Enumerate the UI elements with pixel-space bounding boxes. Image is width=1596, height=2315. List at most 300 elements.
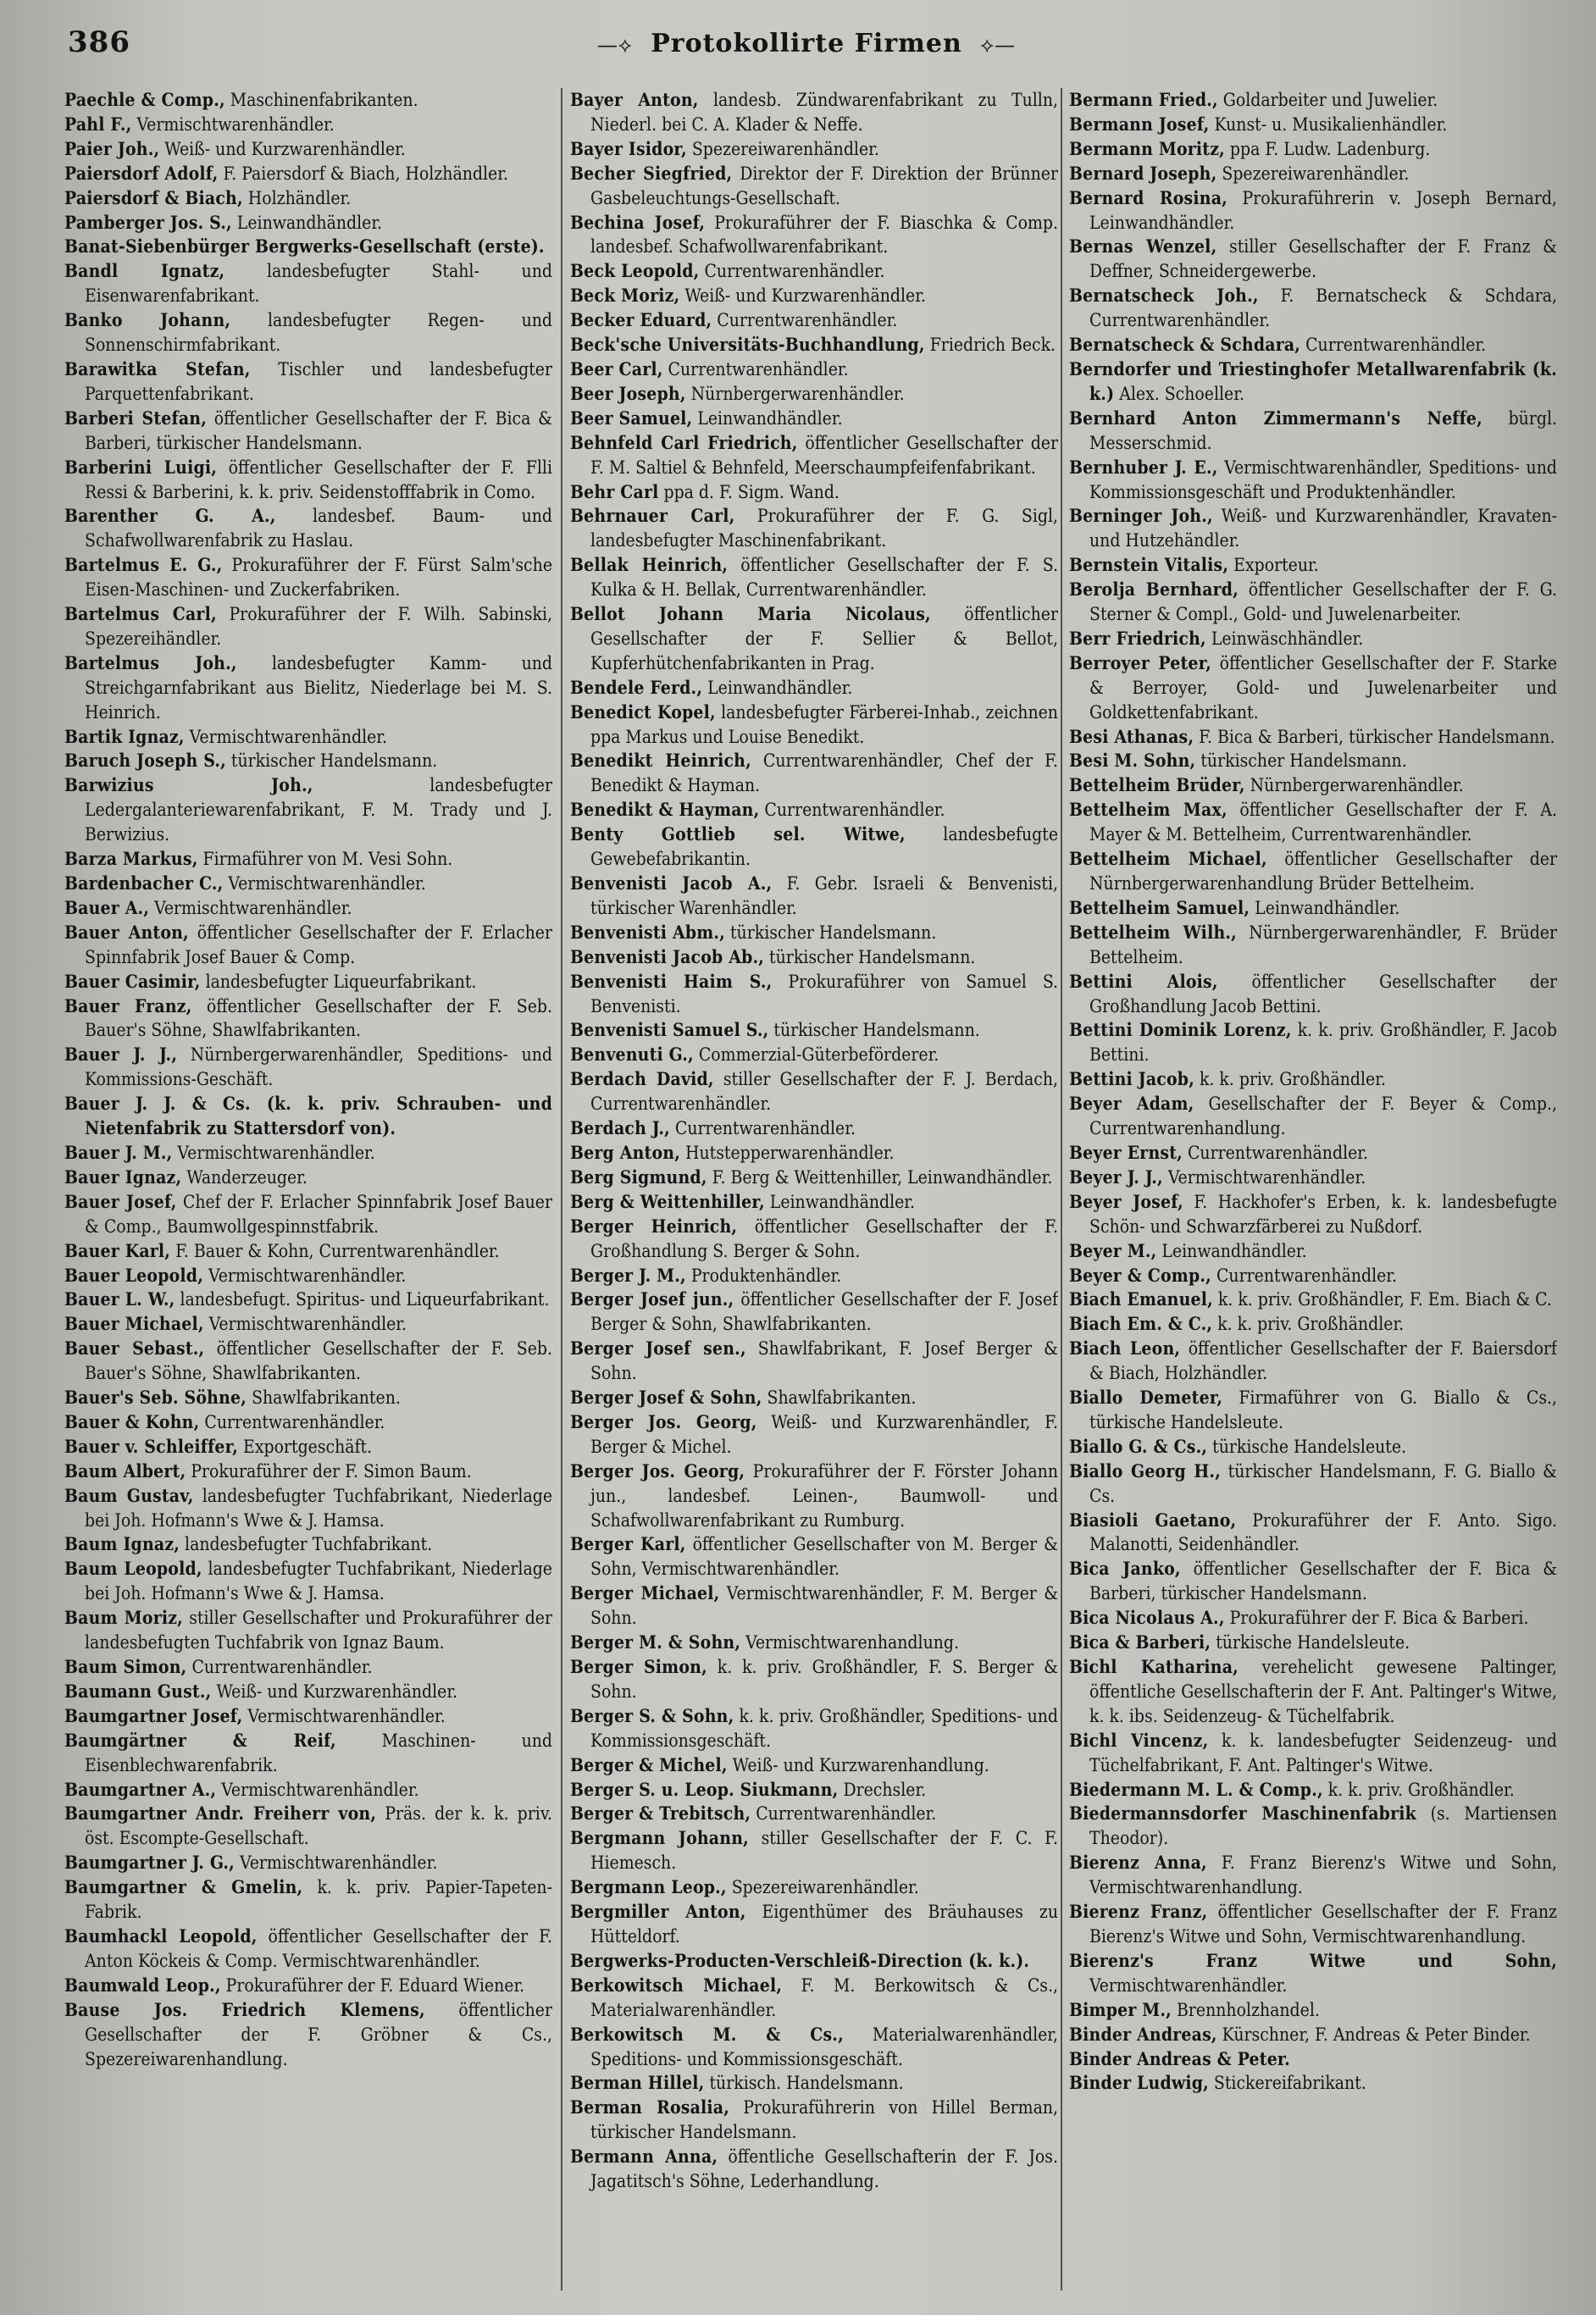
entry-description: Kürschner, F. Andreas & Peter Binder. — [1222, 2024, 1531, 2045]
directory-entry — [1069, 1459, 1557, 1509]
directory-entry — [570, 2071, 1058, 2096]
directory-entry — [1069, 651, 1557, 725]
entry-name: Bettelheim Brüder, — [1069, 774, 1245, 796]
directory-entry — [64, 1778, 552, 1803]
entry-name: Biasioli Gaetano, — [1069, 1509, 1237, 1531]
entry-name: Bauer Anton, — [64, 921, 189, 943]
entry-description: öffentliche Gesellschafterin der F. Jos. Jagatitsch's Söhne, Lederhandlung. — [590, 2146, 1058, 2192]
entry-description: Exporteur. — [1233, 555, 1319, 576]
directory-entry — [64, 1239, 552, 1264]
entry-description: Hutstepperwarenhändler. — [684, 1142, 895, 1163]
entry-name: Berman Rosalia, — [570, 2096, 730, 2118]
entry-description: Currentwarenhändler. — [717, 310, 898, 331]
entry-name: Beyer J. J., — [1069, 1166, 1163, 1188]
entry-name: Bernard Joseph, — [1069, 162, 1217, 184]
entry-description: Leinwandhändler. — [1161, 1240, 1307, 1261]
entry-name: Becher Siegfried, — [570, 162, 733, 184]
directory-entry — [570, 1826, 1058, 1875]
entry-name: Berger S. u. Leop. Siukmann, — [570, 1778, 839, 1800]
directory-entry — [570, 211, 1058, 260]
entry-name: Berg Anton, — [570, 1141, 680, 1163]
entry-name: Beyer Adam, — [1069, 1093, 1194, 1115]
entry-description: öffentlicher Gesellschafter der F. Franz Bierenz's Witwe und Sohn, Vermischtwarenhandlung. — [1089, 1902, 1557, 1947]
directory-entry — [1069, 407, 1557, 456]
entry-name: Bartelmus Carl, — [64, 603, 217, 625]
entry-name: Bauer A., — [64, 896, 150, 918]
entry-name: Bartik Ignaz, — [64, 725, 185, 747]
directory-entry — [64, 1386, 552, 1410]
entry-name: Bauer v. Schleiffer, — [64, 1435, 239, 1457]
directory-entry — [1069, 773, 1557, 798]
entry-name: Bendele Ferd., — [570, 676, 703, 698]
directory-entry — [64, 1312, 552, 1337]
entry-name: Berger J. M., — [570, 1264, 686, 1286]
entry-description: landesbefugte Gewebefabrikantin. — [590, 824, 1058, 870]
directory-entry — [64, 651, 552, 725]
directory-entry — [1069, 749, 1557, 773]
entry-description: Kunst- u. Musikalienhändler. — [1214, 114, 1448, 135]
entry-name: Bierenz's Franz Witwe und Sohn, — [1069, 1949, 1557, 1971]
directory-entry — [64, 186, 552, 211]
entry-description: türkische Handelsleute. — [1212, 1436, 1407, 1457]
entry-description: stiller Gesellschafter der F. C. F. Hiemesch. — [590, 1828, 1058, 1874]
entry-name: Barawitka Stefan, — [64, 357, 251, 379]
directory-entry — [64, 1190, 552, 1239]
entry-name: Bayer Anton, — [570, 89, 699, 110]
column-1 — [64, 88, 552, 2290]
entry-name: Baumgartner & Gmelin, — [64, 1876, 303, 1898]
entry-name: Berkowitsch Michael, — [570, 1974, 783, 1996]
directory-entry — [1069, 113, 1557, 137]
entry-description: k. k. priv. Großhändler. — [1217, 1314, 1405, 1335]
directory-entry — [64, 896, 552, 921]
entry-description: landesbefugter Tuchfabrikant, Niederlage bei Joh. Hofmann's Wwe & J. Hamsa. — [85, 1559, 552, 1604]
directory-entry — [64, 1264, 552, 1288]
entry-name: Baum Gustav, — [64, 1484, 194, 1506]
directory-entry — [64, 1288, 552, 1312]
directory-entry — [570, 798, 1058, 822]
directory-entry — [570, 921, 1058, 945]
entry-description: Vermischtwarenhändler. — [136, 114, 335, 135]
entry-name: Bartelmus Joh., — [64, 651, 237, 673]
directory-entry — [570, 137, 1058, 162]
directory-entry — [1069, 1312, 1557, 1337]
directory-entry — [1069, 1141, 1557, 1166]
directory-entry — [64, 88, 552, 113]
entry-name: Paechle & Comp., — [64, 89, 225, 110]
directory-entry — [570, 1018, 1058, 1043]
directory-entry — [1069, 1655, 1557, 1729]
entry-description: Holzhändler. — [247, 187, 352, 208]
directory-entry — [570, 945, 1058, 970]
page-number: 386 — [68, 25, 130, 59]
entry-description: öffentlicher Gesellschafter der F. Anton Köckeis & Comp. Vermischtwarenhändler. — [85, 1925, 552, 1971]
entry-description: Stickereifabrikant. — [1213, 2073, 1366, 2094]
directory-entry — [570, 431, 1058, 480]
entry-name: Berger Josef sen., — [570, 1337, 746, 1360]
directory-entry — [570, 284, 1058, 308]
entry-name: Bermann Moritz, — [1069, 137, 1225, 159]
directory-entry — [570, 1190, 1058, 1215]
directory-entry — [1069, 1435, 1557, 1459]
running-title-text: Protokollirte Firmen — [651, 29, 962, 58]
entry-name: Benty Gottlieb sel. Witwe, — [570, 823, 906, 845]
entry-description: landesbefugter Kamm- und Streichgarnfabrikant aus Bielitz, Niederlage bei M. S. Heinrich. — [85, 652, 552, 723]
entry-name: Biach Leon, — [1069, 1337, 1181, 1360]
directory-entry — [1069, 553, 1557, 578]
entry-description: stiller Gesellschafter der F. J. Berdach, Currentwarenhändler. — [590, 1069, 1058, 1115]
entry-description: F. Bernatscheck & Schdara, Currentwarenhändler. — [1089, 285, 1557, 331]
entry-name: Bernhuber J. E., — [1069, 456, 1218, 478]
entry-name: Bermann Josef, — [1069, 113, 1210, 135]
entry-description: Prokuraführer der F. G. Sigl, landesbefugter Maschinenfabrikant. — [590, 506, 1058, 551]
entry-name: Berger & Trebitsch, — [570, 1803, 751, 1825]
entry-description: Nürnbergerwarenhändler. — [1250, 775, 1464, 796]
entry-description: Leinwandhändler. — [697, 407, 843, 429]
entry-description: Prokuraführerin von Hillel Berman, türkischer Handelsmann. — [590, 2097, 1058, 2143]
directory-entry — [570, 333, 1058, 357]
entry-description: k. k. priv. Großhändler. — [1199, 1069, 1386, 1090]
directory-entry — [1069, 2047, 1557, 2072]
directory-entry — [1069, 1018, 1557, 1067]
entry-name: Baumgartner A., — [64, 1778, 217, 1800]
entry-description: Materialwarenhändler, Speditions- und Kommissionsgeschäft. — [590, 2024, 1058, 2069]
entry-name: Berger Michael, — [570, 1582, 720, 1604]
directory-entry — [64, 357, 552, 407]
entry-name: Banko Johann, — [64, 309, 231, 331]
entry-name: Bettelheim Michael, — [1069, 848, 1267, 870]
directory-entry — [570, 1337, 1058, 1386]
entry-name: Bartelmus E. G., — [64, 554, 223, 576]
directory-entry — [64, 1435, 552, 1459]
entry-description: öffentlicher Gesellschafter der F. A. Mayer & M. Bettelheim, Currentwarenhändler. — [1089, 800, 1557, 845]
directory-entry — [1069, 284, 1557, 333]
directory-entry — [570, 308, 1058, 333]
entry-description: Currentwarenhändler. — [191, 1657, 373, 1677]
directory-entry — [64, 847, 552, 872]
entry-description: öffentlicher Gesellschafter der F. Erlacher Spinnfabrik Josef Bauer & Comp. — [85, 922, 552, 967]
entry-description: Maschinen- und Eisenblechwarenfabrik. — [85, 1730, 552, 1775]
directory-entry — [1069, 2071, 1557, 2096]
entry-description: Currentwarenhändler. — [674, 1118, 856, 1139]
entry-name: Bauer L. W., — [64, 1288, 175, 1310]
entry-name: Bellak Heinrich, — [570, 554, 729, 576]
directory-entry — [1069, 1729, 1557, 1778]
entry-name: Bettini Alois, — [1069, 970, 1218, 992]
directory-entry — [64, 162, 552, 186]
entry-name: Bermann Fried., — [1069, 89, 1218, 110]
entry-description: F. Paiersdorf & Biach, Holzhändler. — [223, 163, 508, 184]
directory-entry — [64, 211, 552, 235]
directory-entry — [1069, 235, 1557, 284]
directory-entry — [570, 676, 1058, 701]
directory-entry — [1069, 1067, 1557, 1092]
directory-entry — [570, 357, 1058, 382]
entry-name: Bauer Franz, — [64, 994, 192, 1016]
directory-entry — [64, 921, 552, 970]
directory-entry — [570, 88, 1058, 137]
directory-entry — [64, 407, 552, 456]
directory-entry — [64, 970, 552, 994]
entry-name: Bauer Michael, — [64, 1313, 204, 1335]
entry-name: Beer Carl, — [570, 357, 663, 379]
running-title — [68, 29, 1545, 58]
entry-description: Firmaführer von G. Biallo & Cs., türkische Handelsleute. — [1089, 1387, 1557, 1432]
directory-entry — [64, 1484, 552, 1533]
directory-entry — [64, 553, 552, 602]
entry-description: Vermischtwarenhändler. — [189, 726, 388, 747]
entry-description: türkischer Handelsmann. — [1200, 750, 1407, 772]
entry-name: Pahl F., — [64, 113, 132, 135]
entry-description: öffentlicher Gesellschafter der F. Flli Ressi & Barberini, k. k. priv. Seidenstofffabrik in Como. — [85, 457, 552, 502]
entry-name: Bermann Anna, — [570, 2146, 718, 2168]
entry-name: Bernhard Anton Zimmermann's Neffe, — [1069, 407, 1482, 429]
directory-entry — [570, 1386, 1058, 1410]
entry-name: Berman Hillel, — [570, 2072, 705, 2094]
directory-entry — [64, 994, 552, 1044]
entry-description: Goldarbeiter und Juwelier. — [1222, 90, 1438, 110]
entry-description: Currentwarenhändler. — [1187, 1142, 1369, 1163]
entry-name: Bauer J. J. & Cs. (k. k. priv. Schrauben- und Nietenfabrik zu Stattersdorf von). — [64, 1093, 552, 1139]
directory-entry — [570, 553, 1058, 602]
directory-entry — [1069, 1092, 1557, 1141]
directory-entry — [570, 382, 1058, 407]
entry-description: Currentwarenhändler. — [704, 261, 885, 282]
entry-name: Bauer & Kohn, — [64, 1410, 200, 1432]
directory-entry — [64, 1459, 552, 1484]
entry-description: Nürnbergerwarenhändler, F. Brüder Bettelheim. — [1089, 922, 1557, 967]
entry-name: Berkowitsch M. & Cs., — [570, 2023, 844, 2045]
entry-name: Bernas Wenzel, — [1069, 235, 1217, 258]
entry-name: Berndorfer und Triestinghofer Metallwarenfabrik (k. k.) — [1069, 357, 1557, 404]
entry-name: Berr Friedrich, — [1069, 627, 1206, 649]
directory-entry — [64, 1092, 552, 1141]
directory-entry — [1069, 1631, 1557, 1655]
entry-description: Drechsler. — [843, 1779, 927, 1800]
entry-description: Currentwarenhändler. — [1305, 335, 1487, 356]
entry-name: Berninger Joh., — [1069, 505, 1213, 527]
entry-name: Bierenz Anna, — [1069, 1852, 1207, 1874]
directory-entry — [64, 259, 552, 308]
directory-entry — [570, 259, 1058, 284]
entry-description: öffentlicher Gesellschafter der F. Seb. Bauer's Söhne, Shawlfabrikanten. — [85, 1338, 552, 1384]
entry-name: Bernatscheck Joh., — [1069, 285, 1259, 307]
entry-name: Berolja Bernhard, — [1069, 579, 1239, 601]
directory-entry — [1069, 88, 1557, 113]
entry-description: öffentlicher Gesellschafter der F. Baiersdorf & Biach, Holzhändler. — [1089, 1338, 1557, 1384]
entry-name: Berroyer Peter, — [1069, 651, 1212, 673]
directory-entry — [64, 1729, 552, 1778]
entry-name: Benvenisti Abm., — [570, 921, 725, 943]
entry-description: Leinwandhändler. — [707, 677, 853, 698]
directory-entry — [570, 1116, 1058, 1141]
entry-description: F. Bica & Barberi, türkischer Handelsmann. — [1199, 726, 1555, 747]
entry-description: verehelicht gewesene Paltinger, öffentliche Gesellschafterin der F. Ant. Paltinger's Witwe, k. k. ibs. Seidenzeug- & Tüchelfabrik. — [1089, 1657, 1557, 1726]
entry-name: Bettelheim Samuel, — [1069, 896, 1250, 918]
entry-name: Behrnauer Carl, — [570, 505, 735, 527]
directory-entry — [64, 1655, 552, 1680]
entry-description: F. Gebr. Israeli & Benvenisti, türkischer Warenhändler. — [590, 873, 1058, 918]
entry-name: Baum Ignaz, — [64, 1533, 180, 1555]
directory-entry — [1069, 847, 1557, 896]
directory-entry — [570, 1802, 1058, 1826]
entry-name: Bernard Rosina, — [1069, 186, 1227, 208]
directory-entry — [1069, 1166, 1557, 1190]
entry-name: Biallo Georg H., — [1069, 1459, 1221, 1481]
directory-entry — [570, 1631, 1058, 1655]
directory-entry — [1069, 1288, 1557, 1312]
entry-name: Berger Simon, — [570, 1656, 707, 1677]
directory-entry — [570, 1410, 1058, 1459]
entry-name: Berg Sigmund, — [570, 1166, 707, 1188]
entry-name: Biallo G. & Cs., — [1069, 1435, 1208, 1457]
entry-name: Becker Eduard, — [570, 309, 712, 331]
entry-name: Beck Moriz, — [570, 285, 680, 307]
entry-name: Benedikt Heinrich, — [570, 750, 751, 772]
entry-name: Berger Josef jun., — [570, 1288, 734, 1310]
directory-entry — [570, 872, 1058, 921]
entry-description: Vermischtwarenhandlung. — [745, 1632, 959, 1653]
directory-entry — [64, 1704, 552, 1729]
entry-description: landesbefugter Regen- und Sonnenschirmfabrikant. — [85, 310, 552, 356]
directory-entry — [570, 1067, 1058, 1116]
directory-entry — [64, 504, 552, 553]
directory-entry — [1069, 456, 1557, 505]
entry-name: Berger Heinrich, — [570, 1215, 738, 1237]
directory-entry — [570, 970, 1058, 1019]
directory-entry — [1069, 896, 1557, 921]
directory-entry — [570, 162, 1058, 211]
directory-entry — [570, 1459, 1058, 1533]
directory-entry — [64, 1337, 552, 1386]
entry-name: Baum Albert, — [64, 1459, 186, 1481]
entry-name: Paiersdorf Adolf, — [64, 162, 219, 184]
entry-description: Prokuraführer der F. Fürst Salm'sche Eisen-Maschinen- und Zuckerfabriken. — [85, 555, 552, 601]
entry-description: k. k. priv. Papier-Tapeten-Fabrik. — [85, 1877, 552, 1923]
entry-description: Weiß- und Kurzwarenhändler. — [684, 285, 926, 307]
entry-description: öffentlicher Gesellschafter der F. Großhandlung S. Berger & Sohn. — [590, 1216, 1058, 1261]
entry-name: Beyer & Comp., — [1069, 1264, 1211, 1286]
entry-description: k. k. landesbefugter Seidenzeug- und Tüchelfabrikant, F. Ant. Paltinger's Witwe. — [1089, 1730, 1557, 1775]
entry-description: Spezereiwarenhändler. — [731, 1877, 919, 1898]
entry-name: Benvenisti Samuel S., — [570, 1019, 769, 1041]
entry-description: Prokuraführer der F. Wilh. Sabinski, Spezereihändler. — [85, 604, 552, 649]
entry-name: Bauer Josef, — [64, 1190, 177, 1212]
entry-description: Prokuraführer der F. Bica & Barberi. — [1229, 1608, 1529, 1629]
entry-description: Vermischtwarenhändler. — [1089, 1974, 1288, 1996]
entry-name: Bergmann Johann, — [570, 1827, 749, 1849]
entry-name: Bierenz Franz, — [1069, 1901, 1208, 1923]
entry-name: Berger S. & Sohn, — [570, 1704, 734, 1726]
entry-description: öffentlicher Gesellschafter der F. Starke & Berroyer, Gold- und Juwelenarbeiter und Goldkettenfabrikant. — [1089, 652, 1557, 723]
entry-name: Benedict Kopel, — [570, 701, 716, 723]
entry-name: Beck'sche Universitäts-Buchhandlung, — [570, 334, 925, 356]
entry-description: Tischler und landesbefugter Parquettenfabrikant. — [85, 358, 552, 404]
entry-description: Nürnbergerwarenhändler, Speditions- und Kommissions-Geschäft. — [85, 1044, 552, 1090]
entry-name: Benvenisti Jacob Ab., — [570, 945, 765, 967]
entry-description: Prokuraführer der F. Anto. Sigo. Malanotti, Seidenhändler. — [1089, 1509, 1557, 1555]
entry-name: Beer Samuel, — [570, 407, 693, 429]
directory-entry — [570, 2145, 1058, 2194]
entry-description: landesbefugter Tuchfabrikant, Niederlage bei Joh. Hofmann's Wwe & J. Hamsa. — [85, 1485, 552, 1531]
entry-name: Biallo Demeter, — [1069, 1387, 1223, 1409]
directory-entry — [64, 1606, 552, 1655]
entry-description: Shawlfabrikant, F. Josef Berger & Sohn. — [590, 1338, 1058, 1384]
entry-description: Vermischtwarenhändler. — [228, 873, 426, 894]
directory-entry — [64, 725, 552, 750]
directory-entry — [64, 1802, 552, 1851]
entry-description: Chef der F. Erlacher Spinnfabrik Josef Bauer & Comp., Baumwollgespinnstfabrik. — [85, 1191, 552, 1237]
column-3 — [1069, 88, 1557, 2290]
entry-description: türkischer Handelsmann, F. G. Biallo & Cs. — [1089, 1460, 1557, 1506]
entry-description: Weiß- und Kurzwarenhändler, F. Berger & Michel. — [590, 1411, 1058, 1457]
entry-description: landesbefugter Tuchfabrikant. — [185, 1534, 433, 1555]
entry-name: Bayer Isidor, — [570, 137, 687, 159]
entry-name: Barberi Stefan, — [64, 407, 207, 429]
entry-name: Beyer Josef, — [1069, 1190, 1183, 1212]
entry-description: öffentlicher Gesellschafter von M. Berger & Sohn, Vermischtwarenhändler. — [590, 1534, 1058, 1580]
directory-entry — [64, 137, 552, 162]
directory-entry — [1069, 504, 1557, 553]
entry-description: öffentlicher Gesellschafter der F. Bica & Barberi, türkischer Handelsmann. — [85, 407, 552, 453]
entry-name: Binder Andreas, — [1069, 2023, 1217, 2045]
entry-description: Vermischtwarenhändler. — [247, 1705, 446, 1726]
entry-name: Bauer Sebast., — [64, 1337, 205, 1360]
directory-entry — [64, 1974, 552, 1998]
entry-name: Berger M. & Sohn, — [570, 1631, 741, 1653]
directory-entry — [1069, 1557, 1557, 1606]
directory-entry — [570, 1141, 1058, 1166]
directory-entry — [1069, 1264, 1557, 1288]
entry-description: Vermischtwarenhändler. — [177, 1142, 375, 1163]
directory-entry — [1069, 137, 1557, 162]
entry-name: Baumgartner J. G., — [64, 1852, 235, 1874]
entry-description: Weiß- und Kurzwarenhändler. — [216, 1681, 458, 1702]
directory-entry — [1069, 1386, 1557, 1435]
directory-entry — [1069, 921, 1557, 970]
entry-description: türkischer Handelsmann. — [769, 946, 976, 967]
directory-entry — [1069, 725, 1557, 750]
entry-name: Bauer J. M., — [64, 1141, 173, 1163]
entry-name: Bandl Ignatz, — [64, 260, 225, 282]
entry-description: Currentwarenhändler. — [1216, 1265, 1398, 1286]
entry-description: Spezereiwarenhändler. — [1222, 163, 1410, 184]
directory-entry — [570, 504, 1058, 553]
entry-name: Binder Ludwig, — [1069, 2072, 1209, 2094]
directory-entry — [64, 456, 552, 505]
entry-name: Bauer Karl, — [64, 1239, 171, 1261]
entry-description: F. Bauer & Kohn, Currentwarenhändler. — [175, 1240, 500, 1261]
directory-entry — [570, 1581, 1058, 1631]
directory-entry — [64, 113, 552, 137]
entry-description: Prokuraführer der F. Biaschka & Comp. landesbef. Schafwollwarenfabrikant. — [590, 212, 1058, 258]
column-2 — [570, 88, 1058, 2290]
directory-entry — [1069, 1851, 1557, 1900]
entry-description: Firmaführer von M. Vesi Sohn. — [202, 849, 453, 870]
entry-name: Bellot Johann Maria Nicolaus, — [570, 603, 931, 625]
entry-name: Bauer Leopold, — [64, 1264, 203, 1286]
entry-description: Friedrich Beck. — [929, 335, 1056, 356]
directory-entry — [1069, 1337, 1557, 1386]
directory-entry — [1069, 1802, 1557, 1851]
entry-description: Direktor der F. Direktion der Brünner Gasbeleuchtungs-Gesellschaft. — [590, 163, 1058, 208]
directory-entry — [570, 602, 1058, 676]
directory-entry — [570, 822, 1058, 872]
entry-name: Bauer's Seb. Söhne, — [64, 1387, 247, 1409]
entry-description: Leinwäschhändler. — [1211, 628, 1364, 649]
directory-entry — [64, 1875, 552, 1925]
directory-entry — [64, 773, 552, 847]
